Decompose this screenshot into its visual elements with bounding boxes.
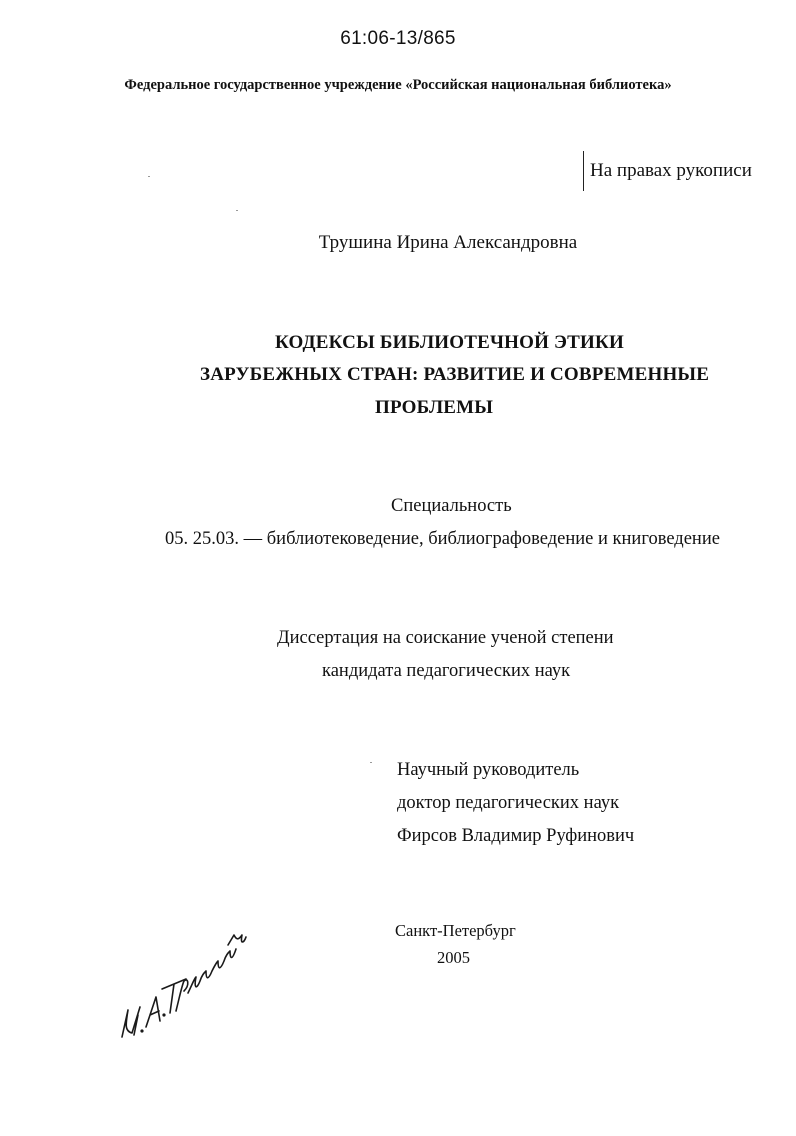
dissertation-degree-line-2: кандидата педагогических наук <box>322 661 571 681</box>
specialty-value: 05. 25.03. — библиотековедение, библиографоведение и книговедение <box>165 529 720 549</box>
scan-speck <box>370 762 372 763</box>
author-name: Трушина Ирина Александровна <box>318 232 578 253</box>
institution-name: Федеральное государственное учреждение «Российская национальная библиотека» <box>124 77 672 93</box>
rights-marker-line <box>583 151 584 191</box>
advisor-label: Научный руководитель <box>397 760 580 780</box>
city: Санкт-Петербург <box>395 921 516 940</box>
advisor-name: Фирсов Владимир Руфинович <box>397 826 635 846</box>
dissertation-degree-line-1: Диссертация на соискание ученой степени <box>277 628 614 648</box>
rights-notice: На правах рукописи <box>590 160 752 181</box>
thesis-title-line-2: ЗАРУБЕЖНЫХ СТРАН: РАЗВИТИЕ И СОВРЕМЕННЫЕ <box>200 364 710 385</box>
advisor-degree: доктор педагогических наук <box>397 793 620 813</box>
year: 2005 <box>437 948 470 967</box>
catalog-number: 61:06-13/865 <box>340 28 456 49</box>
specialty-label: Специальность <box>391 496 512 516</box>
thesis-title-line-3: ПРОБЛЕМЫ <box>375 397 494 418</box>
scan-speck <box>236 210 238 211</box>
scan-speck <box>148 176 150 177</box>
thesis-title-line-1: КОДЕКСЫ БИБЛИОТЕЧНОЙ ЭТИКИ <box>275 332 624 353</box>
handwritten-signature <box>110 915 250 1045</box>
